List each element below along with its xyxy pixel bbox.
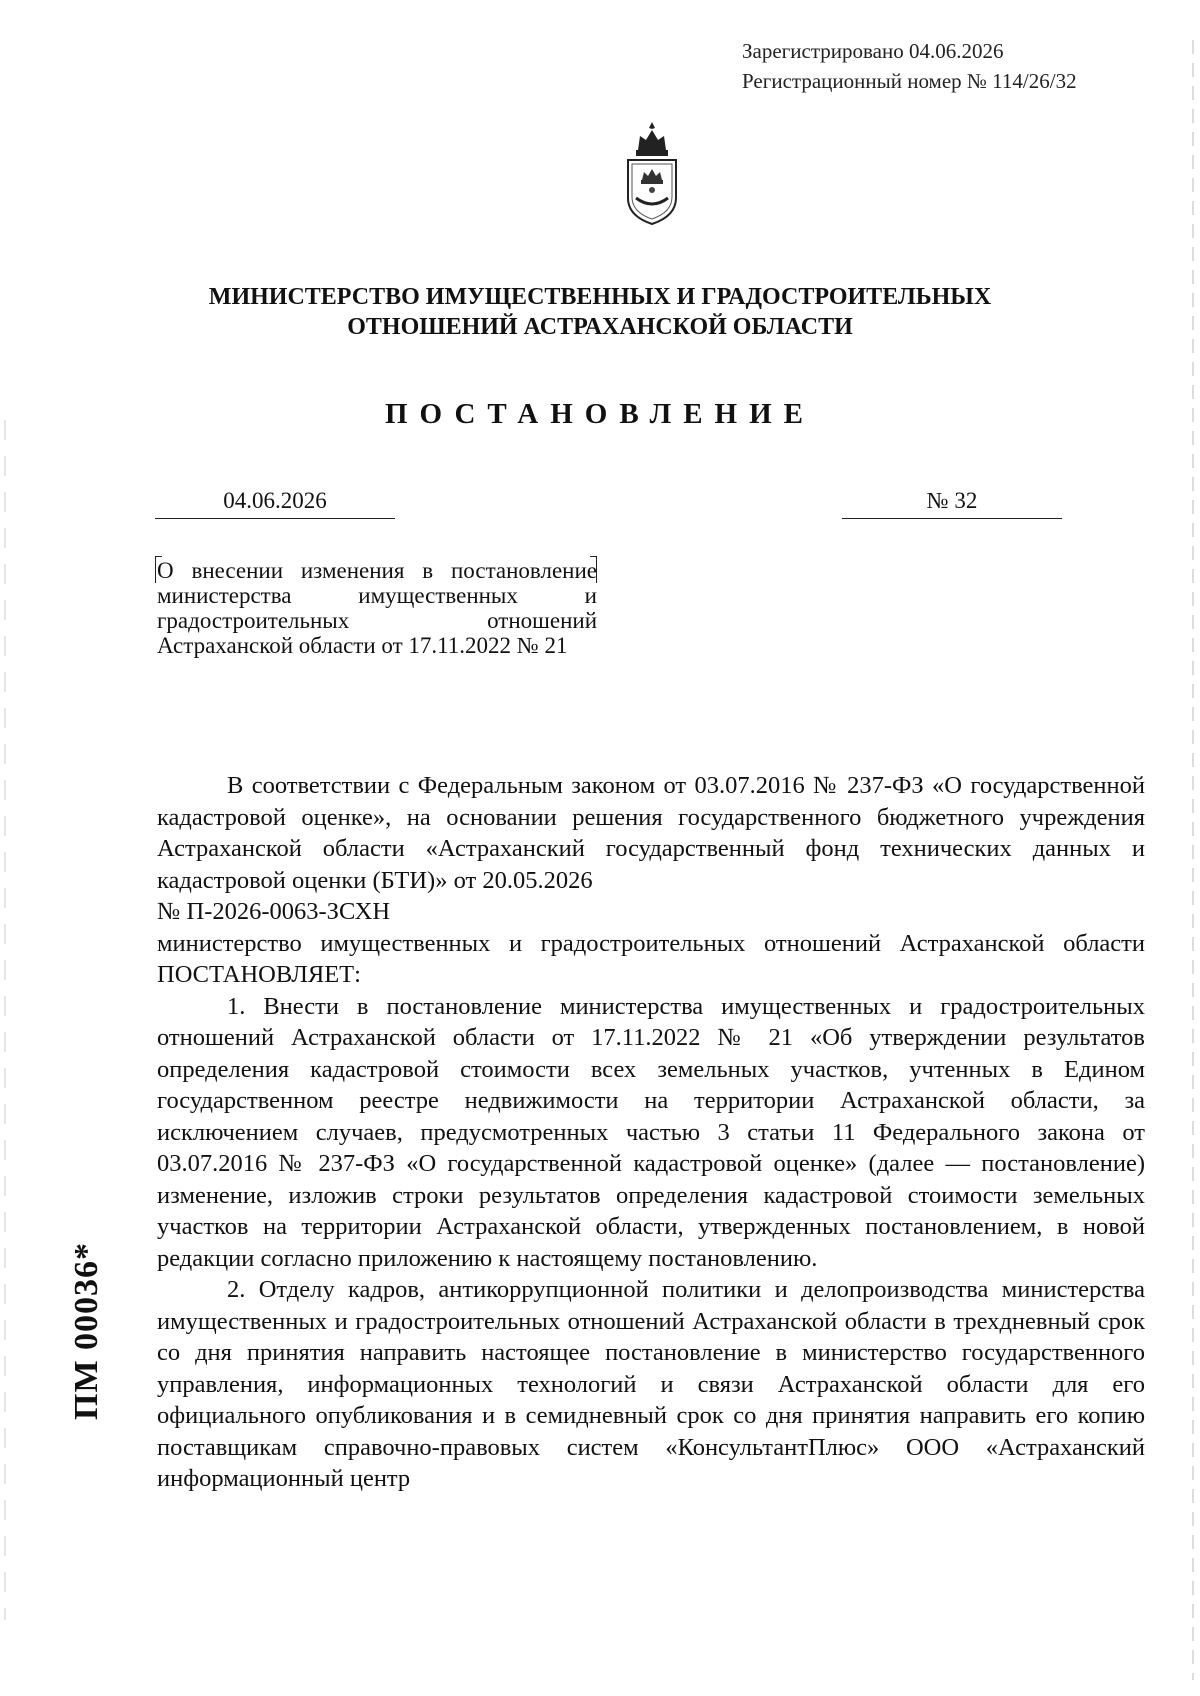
document-body	[157, 770, 1145, 1495]
registration-stamp	[742, 36, 1077, 96]
preamble-reference: № П-2026-0063-ЗСХН	[157, 898, 391, 925]
ministry-title-line1: МИНИСТЕРСТВО ИМУЩЕСТВЕННЫХ И ГРАДОСТРОИТЕЛЬНЫХ	[208, 284, 992, 310]
document-date: 04.06.2026	[155, 488, 395, 519]
registration-number: Регистрационный номер № 114/26/32	[742, 69, 1077, 93]
document-number: № 32	[842, 488, 1062, 519]
item-2-paragraph: 2. Отделу кадров, антикоррупционной политики и делопроизводства министерства имущественных и градостроительных отношений Астраханской области в трехдневный срок со дня принятия направить настоящее постановление в министерство государственного управления, информационных технологий и связи Астраханской области для его официального опубликования и в семидневный срок со дня принятия направить его копию поставщикам справочно-правовых систем «КонсультантПлюс» ООО «Астраханский информационный центр	[157, 1276, 1145, 1492]
side-stamp: ПМ 00036*	[68, 1241, 105, 1420]
scan-edge-right	[1192, 40, 1194, 1680]
item-1-paragraph: 1. Внести в постановление министерства имущественных и градостроительных отношений Астраханской области от 17.11.2022 № 21 «Об утверждении результатов определения кадастровой стоимости всех земельных участков, учтенных в Едином государственном реестре недвижимости на территории Астраханской области, за исключением случаев, предусмотренных частью 3 статьи 11 Федерального закона от 03.07.2016 № 237-ФЗ «О государственной кадастровой оценке» (далее — постановление) изменение, изложив строки результатов определения кадастровой стоимости земельных участков на территории Астраханской области, утвержденных постановлением, в новой редакции согласно приложению к настоящему постановлению.	[157, 992, 1145, 1272]
registration-date: Зарегистрировано 04.06.2026	[742, 39, 1004, 63]
ministry-title	[100, 282, 1100, 342]
document-type: ПОСТАНОВЛЕНИЕ	[384, 398, 815, 430]
scan-edge-left	[4, 420, 6, 1620]
ministry-title-line2: ОТНОШЕНИЙ АСТРАХАНСКОЙ ОБЛАСТИ	[347, 314, 853, 340]
document-subject: О внесении изменения в постановление министерства имущественных и градостроительных отношений Астраханской области от 17.11.2022 № 21	[157, 558, 597, 658]
coat-of-arms-icon	[618, 120, 686, 228]
preamble-paragraph: В соответствии с Федеральным законом от 03.07.2016 № 237-ФЗ «О государственной кадастровой оценке», на основании решения государственного бюджетного учреждения Астраханской области «Астраханский государственный фонд технических данных и кадастровой оценки (БТИ)» от 20.05.2026	[157, 772, 1145, 894]
decree-line: министерство имущественных и градостроительных отношений Астраханской области ПОСТАНОВЛЯЕТ:	[157, 929, 1145, 988]
